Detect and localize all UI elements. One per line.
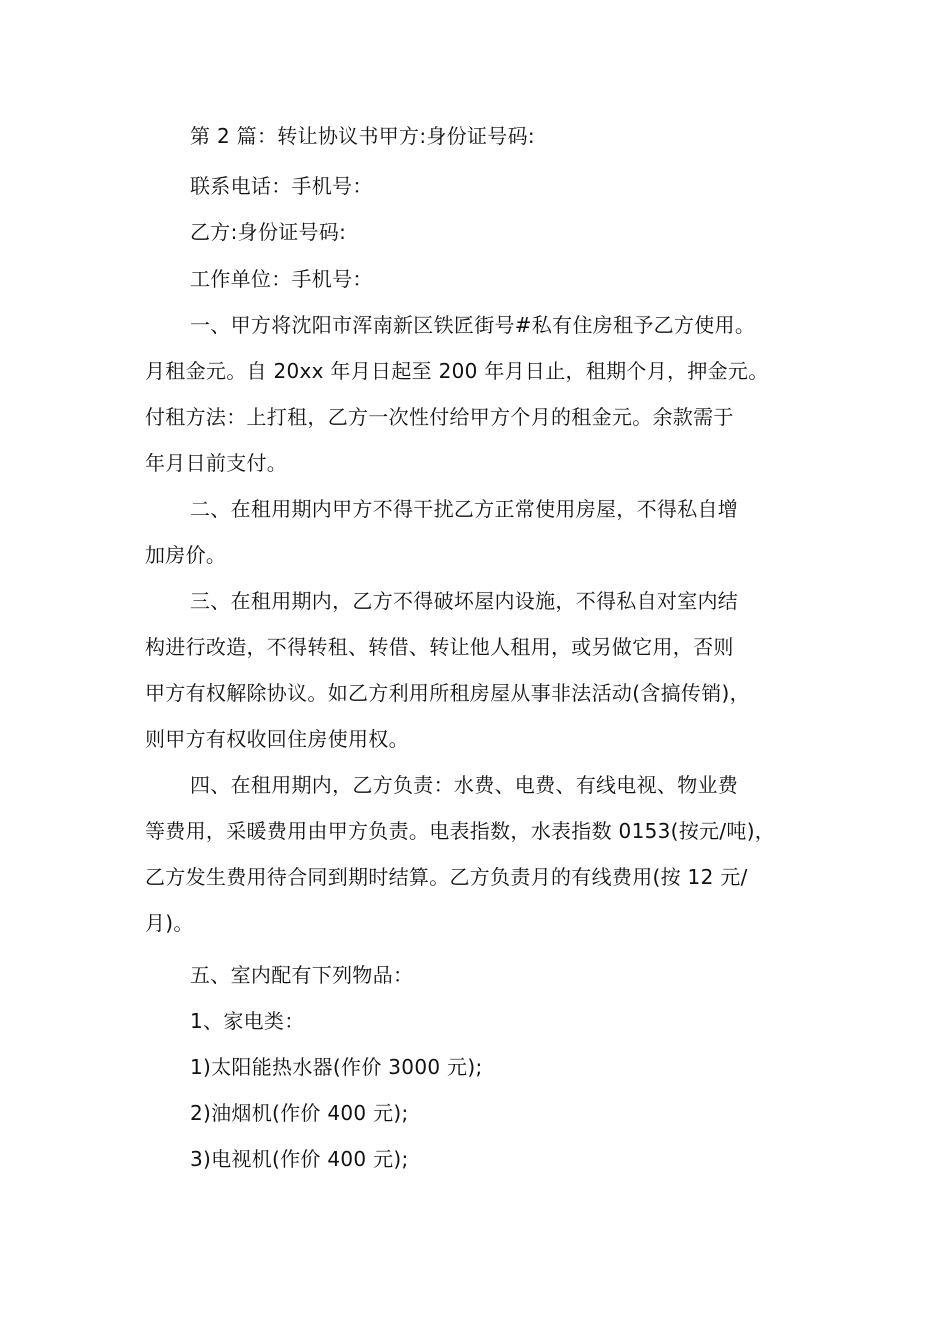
list-item: 3)电视机(作价 400 元); bbox=[190, 1147, 409, 1171]
clause-4-line-1: 四、在租用期内，乙方负责：水费、电费、有线电视、物业费 bbox=[190, 773, 739, 797]
clause-5-line: 五、室内配有下列物品： bbox=[190, 963, 414, 987]
clause-3-line-4: 则甲方有权收回住房使用权。 bbox=[145, 727, 409, 751]
clause-4-line-3: 乙方发生费用待合同到期时结算。乙方负责月的有线费用(按 12 元/ bbox=[145, 865, 748, 889]
clause-3-line-2: 构进行改造，不得转租、转借、转让他人租用，或另做它用，否则 bbox=[145, 635, 734, 659]
contact-line: 联系电话：手机号： bbox=[190, 174, 373, 198]
appliances-heading: 1、家电类： bbox=[190, 1009, 305, 1033]
clause-1-line-3: 付租方法：上打租，乙方一次性付给甲方个月的租金元。余款需于 bbox=[145, 405, 734, 429]
clause-2-line-2: 加房价。 bbox=[145, 543, 227, 567]
clause-3-line-3: 甲方有权解除协议。如乙方利用所租房屋从事非法活动(含搞传销)， bbox=[145, 681, 750, 705]
clause-2-line-1: 二、在租用期内甲方不得干扰乙方正常使用房屋，不得私自增 bbox=[190, 497, 739, 521]
clause-4-line-2: 等费用，采暖费用由甲方负责。电表指数，水表指数 0153(按元/吨)， bbox=[145, 819, 776, 843]
heading-line: 第 2 篇：转让协议书甲方:身份证号码: bbox=[190, 124, 535, 148]
list-item: 2)油烟机(作价 400 元); bbox=[190, 1101, 409, 1125]
list-item: 1)太阳能热水器(作价 3000 元); bbox=[190, 1055, 483, 1079]
party-b-line: 乙方:身份证号码: bbox=[190, 220, 347, 244]
clause-4-line-4: 月)。 bbox=[145, 911, 194, 935]
clause-1-line-4: 年月日前支付。 bbox=[145, 451, 288, 475]
clause-1-line-2: 月租金元。自 20xx 年月日起至 200 年月日止，租期个月，押金元。 bbox=[145, 359, 769, 383]
clause-3-line-1: 三、在租用期内，乙方不得破坏屋内设施，不得私自对室内结 bbox=[190, 589, 739, 613]
clause-1-line-1: 一、甲方将沈阳市浑南新区铁匠街号#私有住房租予乙方使用。 bbox=[190, 313, 756, 337]
workplace-line: 工作单位：手机号： bbox=[190, 267, 373, 291]
